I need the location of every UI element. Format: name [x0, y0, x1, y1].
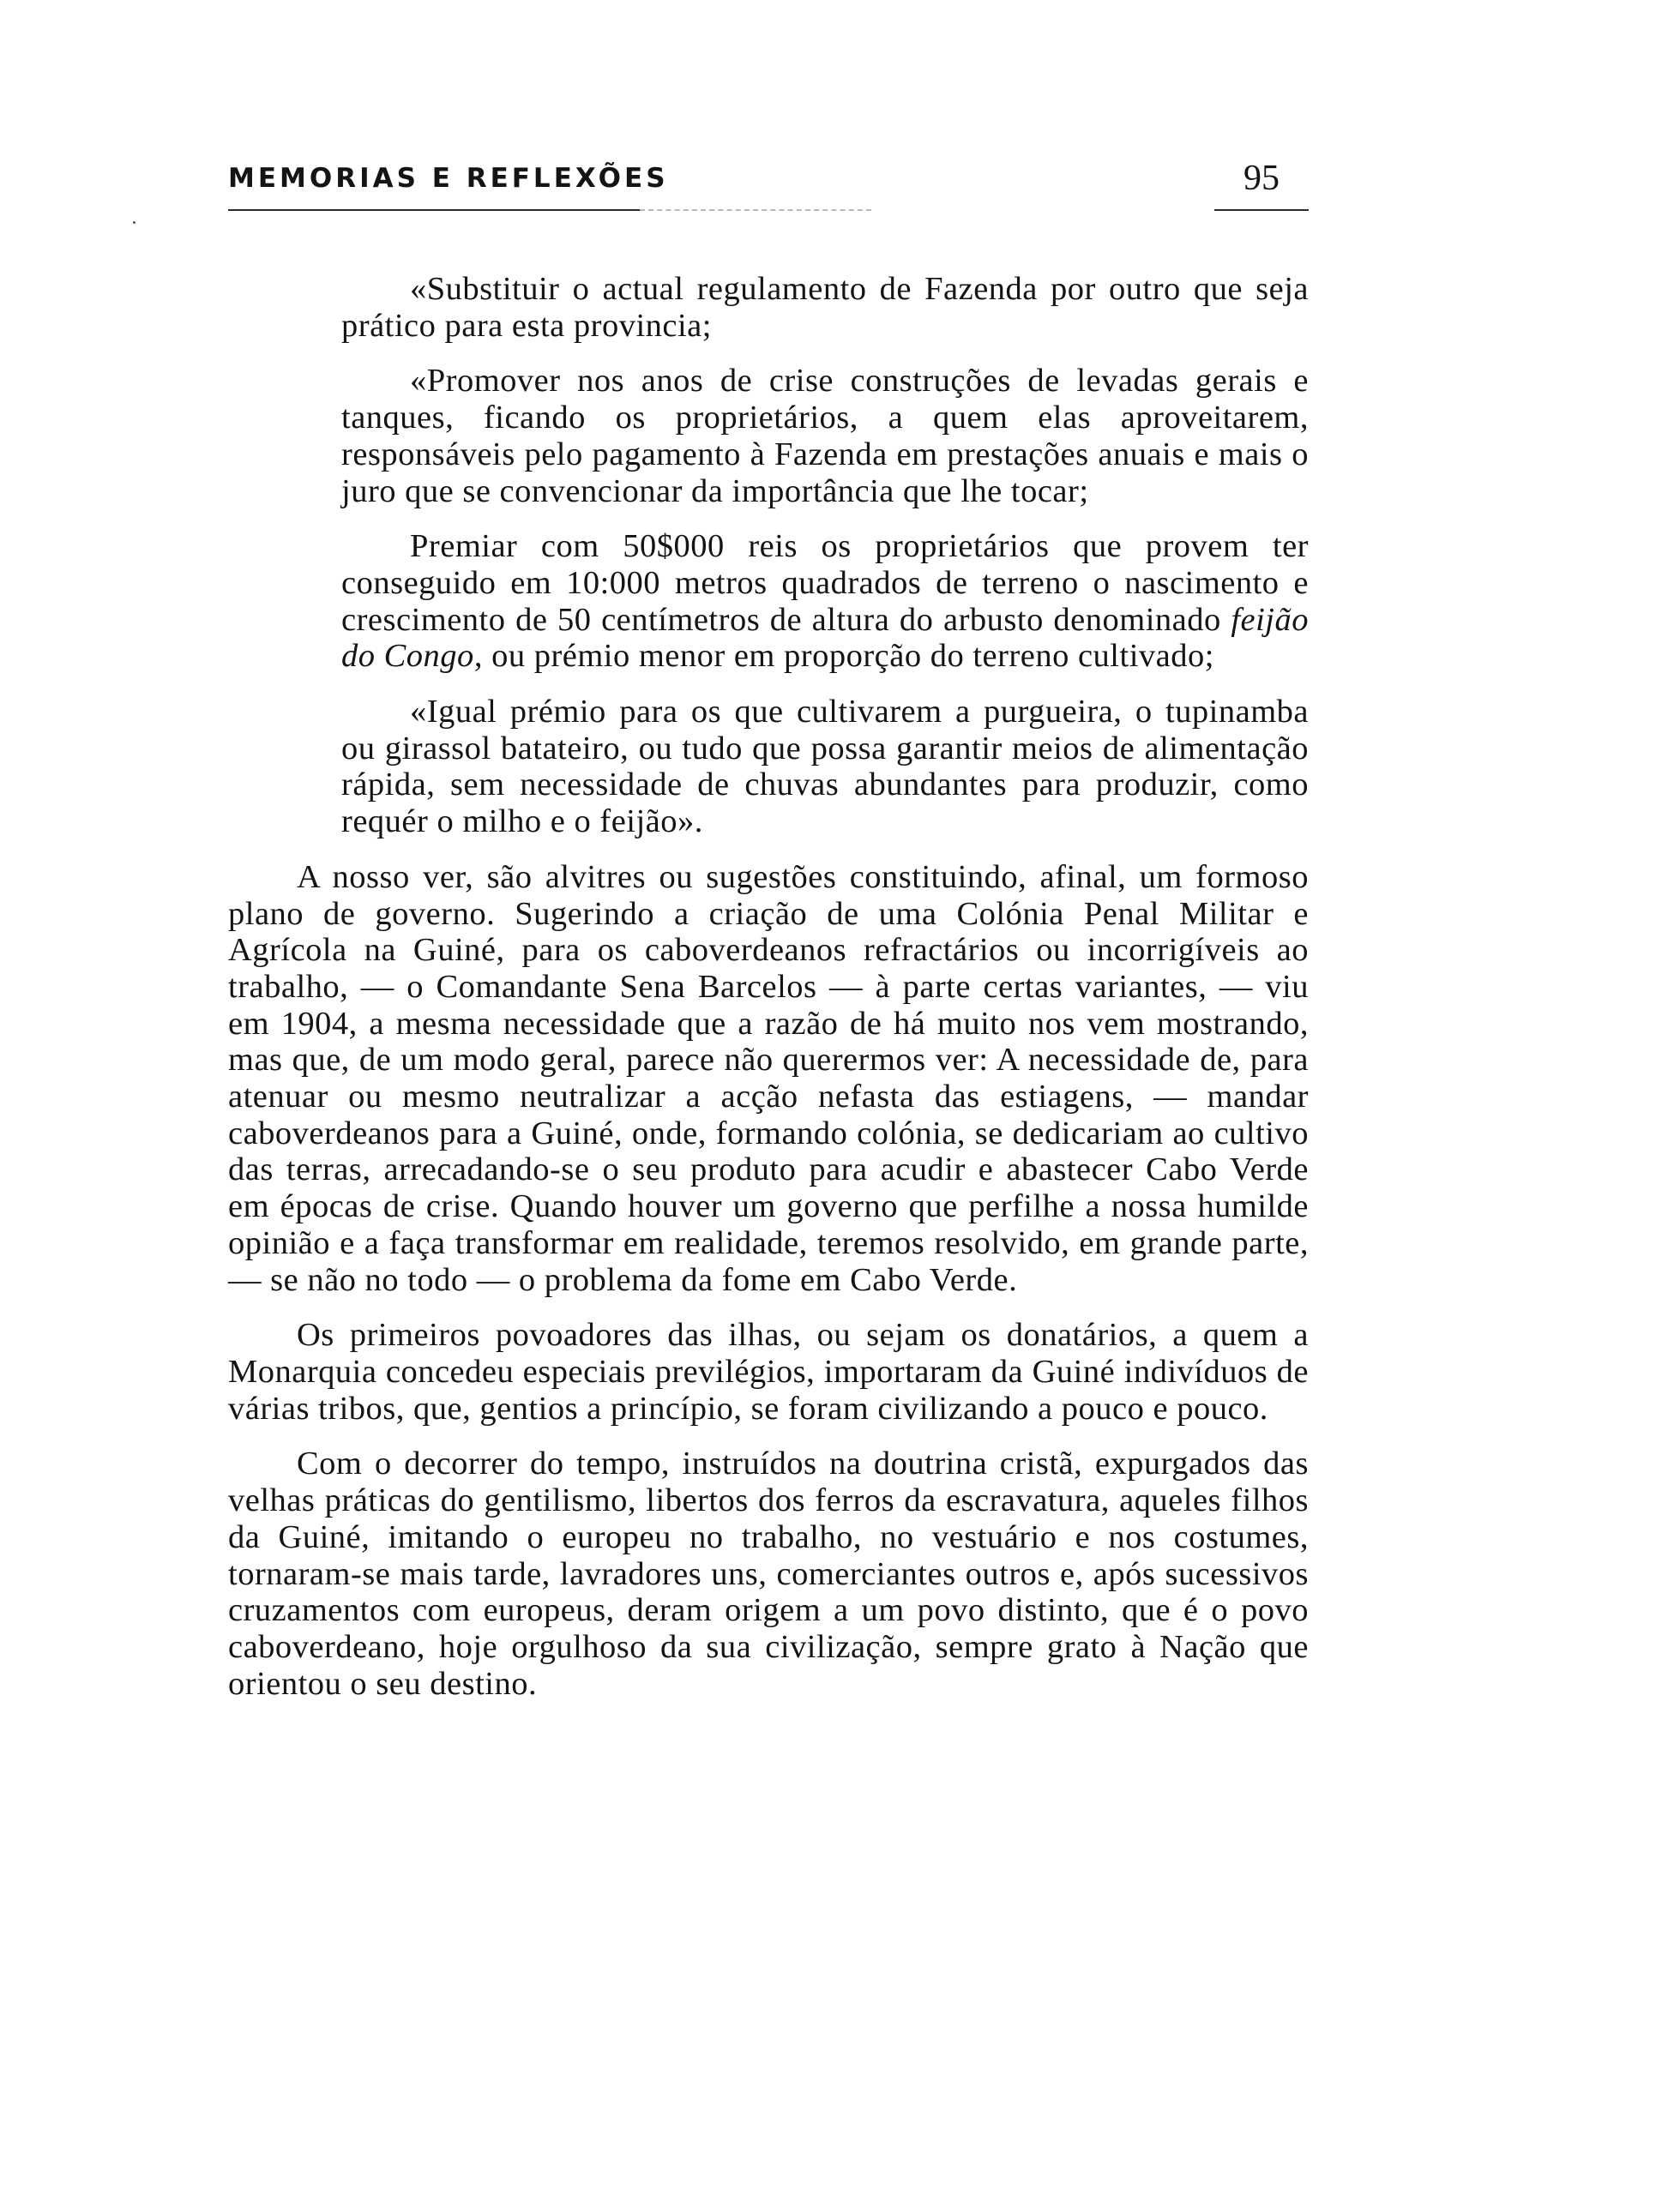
body-paragraph-3: Com o decorrer do tempo, instruídos na doutrina cristã, expurgados das velhas práticas do gentilismo, libertos dos ferros da escravatura, aqueles filhos da Guiné, imitando o europeu no trabalho, no vestuário e nos costumes, tornaram-se mais tarde, lavradores uns, comerciantes outros e, após sucessivos cruzamentos com europeus, deram origem a um povo distinto, que é o povo caboverdeano, hoje orgulhoso da sua civilização, sempre grato à Nação que orientou o seu destino.	[228, 1446, 1309, 1702]
quote-paragraph-3-tail: , ou prémio menor em proporção do terreno cultivado;	[473, 638, 1214, 675]
body-paragraph-1: A nosso ver, são alvitres ou sugestões constituindo, afinal, um formoso plano de governo. Sugerindo a criação de uma Colónia Penal Militar e Agrícola na Guiné, para os caboverdeanos refractários ou incorrigíveis ao trabalho, — o Comandante Sena Barcelos — à parte certas variantes, — viu em 1904, a mesma necessidade que a razão de há muito nos vem mostrando, mas que, de um modo geral, parece não querermos ver: A necessidade de, para atenuar ou mesmo neutralizar a acção nefasta das estiagens, — mandar caboverdeanos para a Guiné, onde, formando colónia, se dedicariam ao cultivo das terras, arrecadando-se o seu produto para acudir e abastecer Cabo Verde em épocas de crise. Quando houver um governo que perfilhe a nossa humilde opinião e a faça transformar em realidade, teremos resolvido, em grande parte, — se não no todo — o problema da fome em Cabo Verde.	[228, 858, 1309, 1298]
quote-paragraph-2: «Promover nos anos de crise construções de levadas gerais e tanques, ficando os proprietários, a quem elas aproveitarem, responsáveis pelo pagamento à Fazenda em prestações anuais e mais o juro que se convencionar da importância que lhe tocar;	[341, 363, 1309, 509]
quote-paragraph-3-text: Premiar com 50$000 reis os proprietários que provem ter conseguido em 10:000 metros quadrados de terreno o nascimento e crescimento de 50 centímetros de altura do arbusto denominado	[341, 528, 1309, 638]
quote-paragraph-1: «Substituir o actual regulamento de Fazenda por outro que seja prático para esta provincia;	[341, 271, 1309, 344]
header-rule-faded	[640, 209, 871, 211]
header-rule	[228, 209, 640, 211]
quote-paragraph-4: «Igual prémio para os que cultivarem a purgueira, o tupinamba ou girassol batateiro, ou tudo que possa garantir meios de alimentação rápida, sem necessidade de chuvas abundantes para produzir, como requér o milho e o feijão».	[341, 694, 1309, 840]
print-speck	[133, 221, 135, 224]
body-paragraph-2: Os primeiros povoadores das ilhas, ou sejam os donatários, a quem a Monarquia concedeu especiais previlégios, importaram da Guiné indivíduos de várias tribos, que, gentios a princípio, se foram civilizando a pouco e pouco.	[228, 1317, 1309, 1427]
running-title: MEMORIAS E REFLEXÕES	[228, 163, 669, 194]
page-header	[228, 159, 1309, 214]
body-text	[228, 271, 1309, 1702]
plant-name-italic: feijão do Congo	[341, 601, 1309, 675]
page-number-rule	[1214, 209, 1309, 211]
page-number: 95	[1243, 159, 1280, 198]
quote-paragraph-3	[341, 528, 1309, 675]
